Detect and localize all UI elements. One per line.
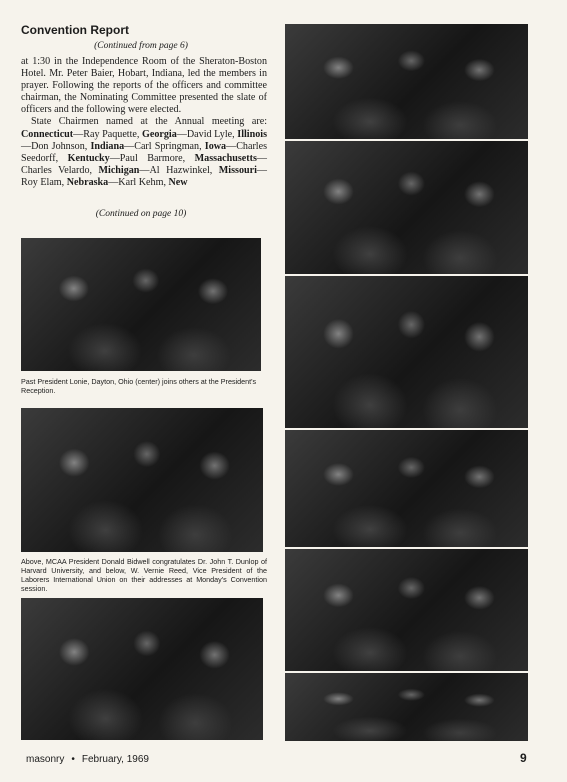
issue-date: February, 1969: [81, 754, 149, 765]
chairman-name: Don Johnson: [31, 140, 85, 152]
chairman-name: Al Hazwinkel: [149, 164, 210, 176]
chairman-state: Illinois: [237, 128, 267, 140]
chairman-state: Georgia: [142, 128, 177, 140]
chairman-state: Connecticut: [21, 128, 74, 140]
article-paragraph-2: [21, 116, 267, 189]
photo-right-4: [285, 430, 528, 547]
chairman-name: Roy Elam: [21, 176, 62, 188]
article-title: Convention Report: [21, 23, 129, 37]
page-number: 9: [520, 751, 527, 765]
photo-right-6: [285, 673, 528, 741]
magazine-name: masonry: [26, 754, 65, 765]
page-footer: [26, 754, 149, 765]
photo-bidwell-dunlop: [21, 408, 263, 552]
photo-bidwell-reed: [21, 598, 263, 740]
article-body: [21, 56, 267, 189]
chairman-state: Missouri: [218, 164, 257, 176]
photo-right-5: [285, 549, 528, 671]
article-paragraph-1: at 1:30 in the Independence Room of the Sheraton-Boston Hotel. Mr. Peter Baier, Hobart, Indiana, led the members in prayer. Following the reports of the officers and committee chairman, the Nominating Committee presented the slate of officers and the following were elected.: [21, 56, 267, 116]
chairman-name: Charles Velardo: [21, 164, 90, 176]
photo-presidents-reception: [21, 238, 261, 371]
chairmen-intro: State Chairmen named at the Annual meeting are:: [31, 116, 267, 128]
photo-right-1: [285, 24, 528, 139]
photo-right-3: [285, 276, 528, 428]
chairman-state: Indiana: [90, 140, 125, 152]
chairman-name: Karl Kehm: [118, 176, 164, 188]
chairman-state: Nebraska: [66, 176, 109, 188]
footer-bullet: •: [71, 754, 75, 765]
caption-reception: Past President Lonie, Dayton, Ohio (center) joins others at the President's Reception.: [21, 377, 257, 395]
chairman-name: Ray Paquette: [83, 128, 137, 140]
caption-congratulations: Above, MCAA President Donald Bidwell congratulates Dr. John T. Dunlop of Harvard University, and below, W. Vernie Reed, Vice President of the Laborers International Union on their addresses at Monday's Convention session.: [21, 557, 267, 593]
chairman-state: Kentucky: [67, 152, 110, 164]
chairman-state: Michigan: [98, 164, 140, 176]
chairman-name: Paul Barmore: [119, 152, 183, 164]
continued-on-note: (Continued on page 10): [95, 209, 187, 219]
chairmen-list: Connecticut—Ray Paquette, Georgia—David Lyle, Illinois—Don Johnson, Indiana—Carl Springman, Iowa—Charles Seedorff, Kentucky—Paul Barmore, Massachusetts—Charles Velardo, Michigan—Al Hazwinkel, Missouri—Roy Elam, Nebraska—Karl Kehm,: [21, 128, 268, 188]
continued-from-note: (Continued from page 6): [94, 41, 188, 51]
chairman-state: Massachusetts: [194, 152, 257, 164]
chairman-name: Carl Springman: [134, 140, 200, 152]
chairman-state: Iowa: [204, 140, 227, 152]
trailing-state: New: [168, 176, 188, 188]
chairman-name: David Lyle: [186, 128, 233, 140]
photo-right-2: [285, 141, 528, 274]
chairman-name: Charles Seedorff: [21, 140, 268, 164]
